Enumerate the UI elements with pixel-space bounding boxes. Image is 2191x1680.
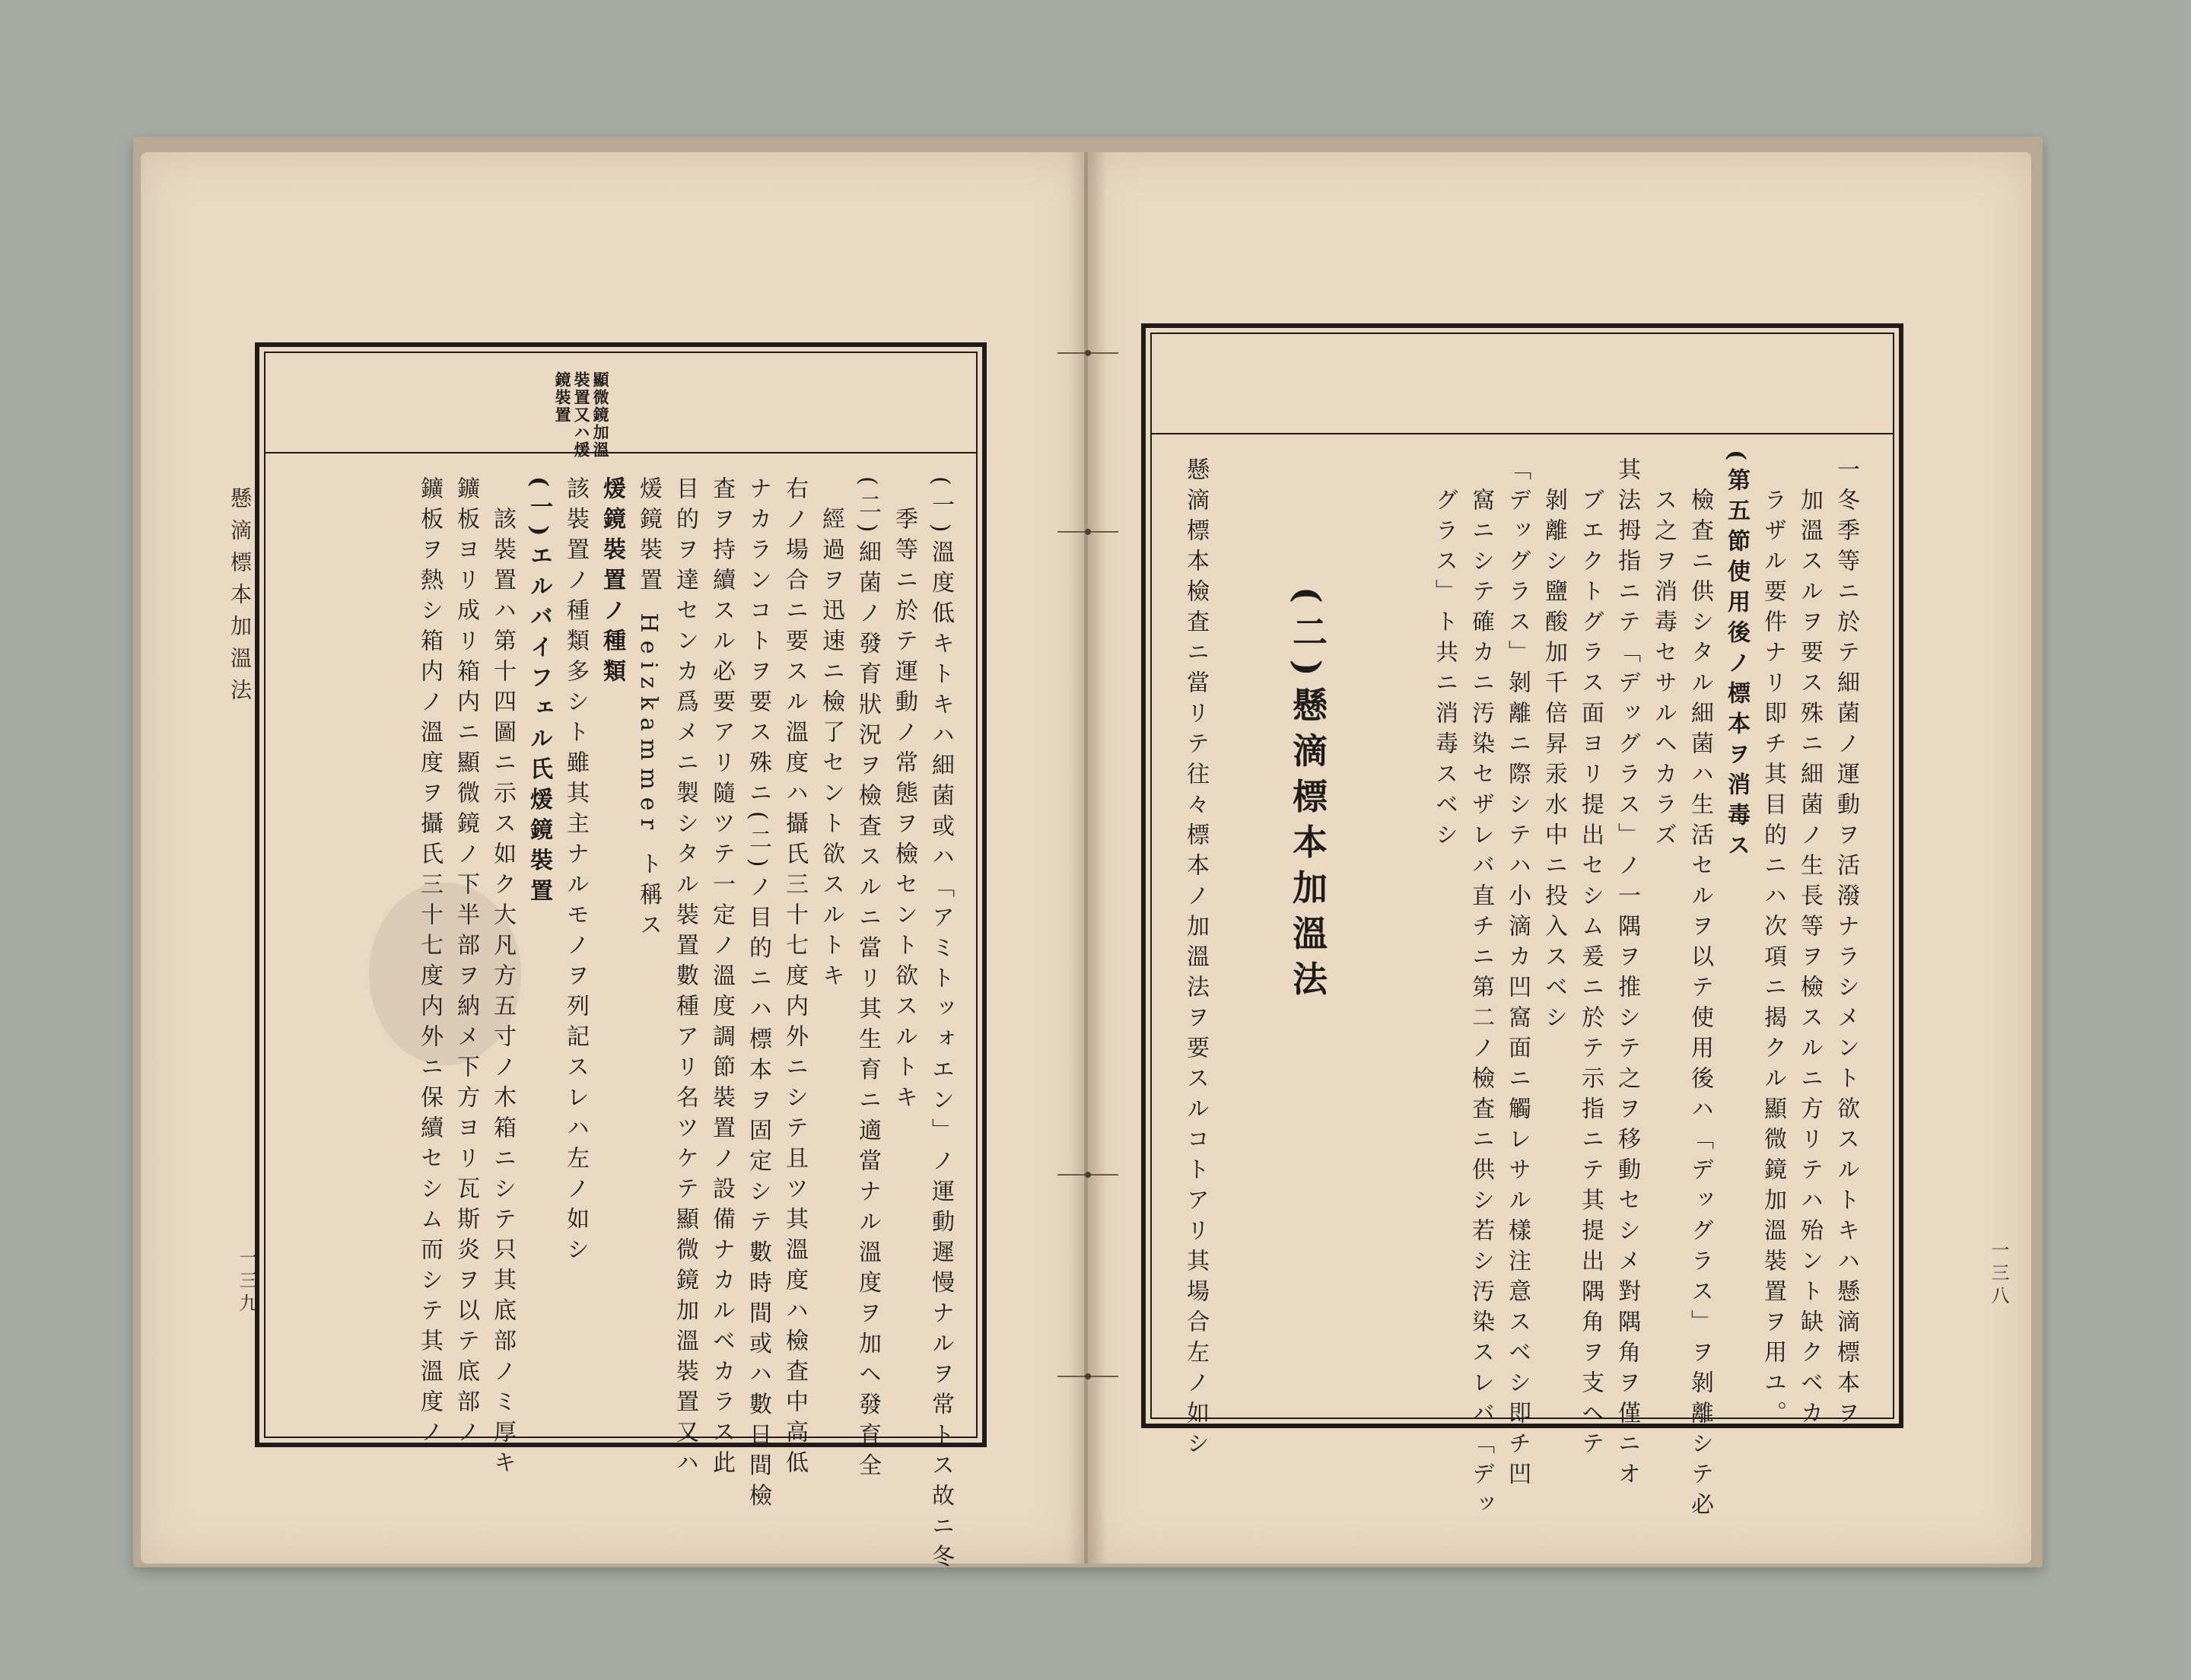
subheading: (一)エルバイフェル氏煖鏡裝置 <box>526 476 552 909</box>
header-note-line: 裝置又ハ煖 <box>572 371 591 459</box>
left-page <box>141 152 1084 1575</box>
section-heading: (二)懸滴標本加溫法 <box>1287 587 1328 1007</box>
text-column: 檢査ニ供シタル細菌ハ生活セルヲ以テ使用後ハ「デッグラス」ヲ剝離シテ必 <box>1687 488 1713 1522</box>
header-note <box>555 371 609 459</box>
text-column: 季等ニ於テ運動ノ常態ヲ檢セント欲スルトキ <box>891 507 917 1115</box>
text-column: 煖鏡裝置 Heizkammer ト稱ス <box>635 476 662 943</box>
subheading: (第五節使用後ノ標本ヲ消毒ス <box>1723 450 1750 864</box>
page-number: 一三九 <box>236 1248 257 1316</box>
text-column: 鑛板ヲ熱シ箱内ノ溫度ヲ攝氏三十七度内外ニ保續セシム而シテ其溫度ノ <box>416 476 443 1450</box>
text-column: グラス」ト共ニ消毒スベシ <box>1431 488 1458 853</box>
page-number: 一三八 <box>1988 1240 2009 1309</box>
text-column: 剝離シ鹽酸加千倍昇汞水中ニ投入スベシ <box>1541 488 1567 1036</box>
open-book <box>133 137 2043 1575</box>
text-column: ナカランコトヲ要ス殊ニ(二)ノ目的ニハ標本ヲ固定シテ數時間或ハ數日間檢 <box>745 476 771 1514</box>
text-column: 加溫スルヲ要ス殊ニ細菌ノ生長等ヲ檢スルニ方リテハ殆ント缺クベカ <box>1796 488 1823 1431</box>
text-column: 窩ニシテ確カニ汚染セザレバ直チニ第二ノ檢査ニ供シ若シ汚染スレバ「デッ <box>1468 488 1494 1522</box>
text-column: 一冬季等ニ於テ細菌ノ運動ヲ活潑ナラシメント欲スルトキハ懸滴標本ヲ <box>1833 457 1859 1431</box>
text-column: (一)溫度低キトキハ細菌或ハ「アミトッォエン」ノ運動遲慢ナルヲ常トス故ニ冬 <box>927 476 954 1575</box>
text-column: ラザル要件ナリ即チ其目的ニハ次項ニ揭クル顯微鏡加溫裝置ヲ用ユ。 <box>1760 488 1786 1431</box>
text-column: 其法拇指ニテ「デッグラス」ノ一隅ヲ推シテ之ヲ移動セシメ對隅角ヲ僅ニオ <box>1614 457 1640 1492</box>
binding-stitch <box>1057 529 1118 535</box>
text-column: 右ノ場合ニ要スル溫度ハ攝氏三十七度内外ニシテ且ツ其溫度ハ檢査中高低 <box>781 476 808 1481</box>
text-frame <box>1141 323 1903 1522</box>
running-title: 懸滴標本加溫法 <box>227 487 253 711</box>
text-column: 經過ヲ迅速ニ檢了セント欲スルトキ <box>818 507 844 994</box>
header-box <box>1152 334 1893 434</box>
header-box <box>266 353 976 459</box>
book-gutter <box>1069 152 1107 1564</box>
right-page <box>1088 152 2031 1564</box>
binding-stitch <box>1057 1172 1118 1178</box>
text-column: 査ヲ持續スル必要アリ隨ツテ一定ノ溫度調節裝置ノ設備ナカルベカラス此 <box>708 476 735 1481</box>
text-column: 該裝置ノ種類多シト雖其主ナルモノヲ列記スレハ左ノ如シ <box>562 476 589 1268</box>
subheading: 煖鏡裝置ノ種類 <box>599 476 625 689</box>
header-note-line: 鏡裝置 <box>553 371 572 424</box>
text-column: 該裝置ハ第十四圖ニ示ス如ク大凡方五寸ノ木箱ニシテ只其底部ノミ厚キ <box>489 507 516 1481</box>
text-column: 懸滴標本檢査ニ當リテ往々標本ノ加溫法ヲ要スルコトアリ其場合左ノ如シ <box>1182 457 1209 1462</box>
text-column: ス之ヲ消毒セサルヘカラズ <box>1650 488 1677 853</box>
text-column: 鑛板ヨリ成リ箱内ニ顯微鏡ノ下半部ヲ納メ下方ヨリ瓦斯炎ヲ以テ底部ノ <box>453 476 479 1450</box>
text-column: 目的ヲ達センカ爲メニ製シタル裝置數種アリ名ツケテ顯微鏡加溫裝置又ハ <box>672 476 698 1481</box>
header-note-line: 顯微鏡加溫 <box>591 371 610 459</box>
text-column: ブエクトグラス面ヨリ提出セシム爰ニ於テ示指ニテ其提出隅角ヲ支ヘテ <box>1577 488 1604 1462</box>
binding-stitch <box>1057 350 1118 356</box>
text-frame <box>255 342 987 1575</box>
text-column: 「デッグラス」剝離ニ際シテハ小滴カ凹窩面ニ觸レサル樣注意スベシ即チ凹 <box>1504 457 1531 1492</box>
binding-stitch <box>1057 1373 1118 1379</box>
text-column: (二)細菌ノ發育狀況ヲ檢査スルニ當リ其生育ニ適當ナル溫度ヲ加ヘ發育全 <box>854 476 881 1484</box>
